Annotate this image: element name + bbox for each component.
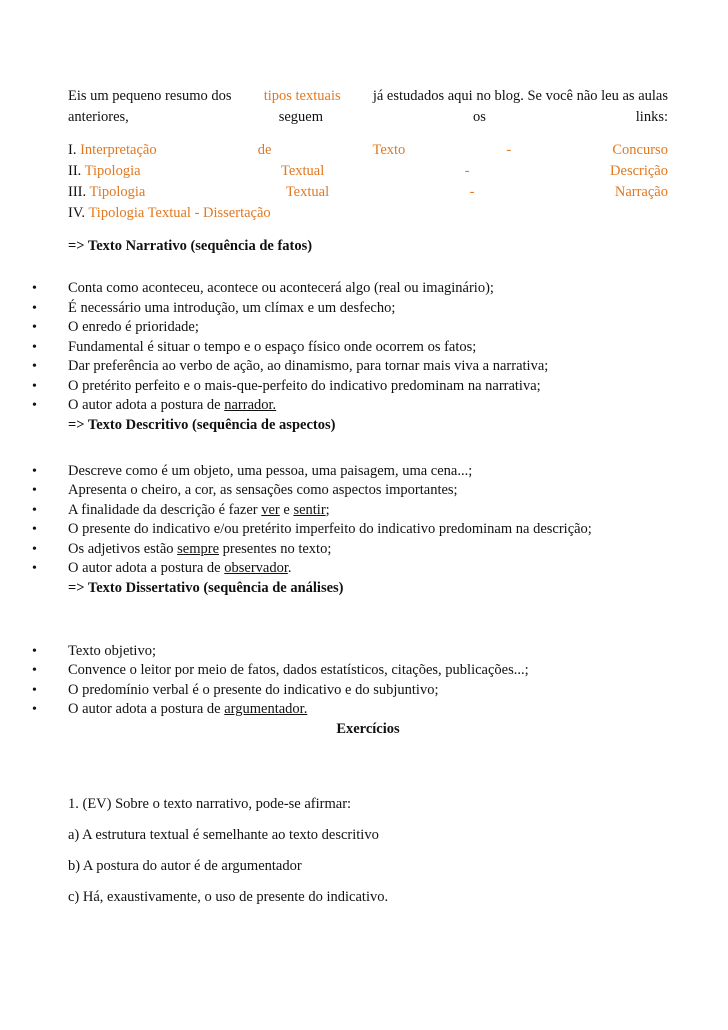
underlined-term: sentir — [293, 501, 326, 518]
link-narracao[interactable]: III. Tipologia Textual - Narração — [68, 184, 668, 200]
underlined-term: sempre — [177, 540, 220, 557]
heading-narrativo: => Texto Narrativo (sequência de fatos) — [68, 238, 313, 254]
intro-word: links: — [635, 109, 668, 125]
list-item: • O predomínio verbal é o presente do indicativo e do subjuntivo; — [68, 681, 668, 701]
list-item: • O autor adota a postura de narrador. — [68, 396, 668, 416]
heading-dissertativo: => Texto Dissertativo (sequência de análises) — [68, 579, 344, 596]
underlined-term: observador — [224, 560, 288, 576]
list-item: • Texto objetivo; — [68, 642, 668, 662]
list-item: • O presente do indicativo e/ou pretérito imperfeito do indicativo predominam na descrição; — [68, 520, 668, 540]
list-item: • Descreve como é um objeto, uma pessoa, uma paisagem, uma cena...; — [68, 462, 668, 482]
intro-word: seguem — [278, 109, 324, 125]
list-item: • Conta como aconteceu, acontece ou acontecerá algo (real ou imaginário); — [68, 279, 668, 299]
intro-word: os — [472, 109, 486, 125]
exercise-question: 1. (EV) Sobre o texto narrativo, pode-se afirmar: — [68, 795, 352, 812]
list-item: • O pretérito perfeito e o mais-que-perfeito do indicativo predominam na narrativa; — [68, 377, 668, 397]
underlined-term: ver — [261, 501, 280, 518]
link-number: I. — [68, 142, 77, 158]
links-list — [68, 140, 668, 224]
document-page — [68, 86, 668, 908]
exercises-title: Exercícios — [336, 720, 400, 737]
link-descricao[interactable]: II. Tipologia Textual - Descrição — [68, 163, 668, 179]
list-item: • A finalidade da descrição é fazer ver e sentir; — [68, 501, 668, 521]
list-item: • É necessário uma introdução, um clímax e um desfecho; — [68, 299, 668, 319]
list-item: • Os adjetivos estão sempre presentes no texto; — [68, 540, 668, 560]
tipos-textuais-link[interactable]: tipos textuais — [263, 88, 341, 104]
list-item: • Fundamental é situar o tempo e o espaço físico onde ocorrem os fatos; — [68, 338, 668, 358]
intro-word: anteriores, — [68, 109, 129, 125]
list-dissertativo — [68, 642, 668, 720]
list-descritivo — [68, 462, 668, 579]
link-interpretacao[interactable]: I. Interpretação de Texto - Concurso — [68, 142, 668, 158]
exercise-option-b: b) A postura do autor é de argumentador — [68, 857, 302, 874]
exercise-option-a: a) A estrutura textual é semelhante ao texto descritivo — [68, 826, 379, 843]
list-item: • Convence o leitor por meio de fatos, dados estatísticos, citações, publicações...; — [68, 661, 668, 681]
list-narrativo — [68, 279, 668, 416]
intro-line-1 — [68, 86, 668, 107]
list-item: • Apresenta o cheiro, a cor, as sensações como aspectos importantes; — [68, 481, 668, 501]
list-item: • O enredo é prioridade; — [68, 318, 668, 338]
underlined-term: argumentador. — [224, 701, 308, 717]
intro-text-post: já estudados aqui no blog. Se você não leu as aulas — [372, 88, 668, 104]
list-item: • O autor adota a postura de observador. — [68, 559, 668, 579]
list-item: • Dar preferência ao verbo de ação, ao dinamismo, para tornar mais viva a narrativa; — [68, 357, 668, 377]
intro-line-2 — [68, 107, 668, 128]
link-dissertacao[interactable]: IV. Tipologia Textual - Dissertação — [68, 205, 271, 221]
link-number: III. — [68, 184, 87, 200]
intro-text-pre: Eis um pequeno resumo dos — [68, 88, 232, 104]
underlined-term: narrador. — [224, 397, 277, 413]
link-number: IV. — [68, 205, 86, 221]
heading-descritivo: => Texto Descritivo (sequência de aspectos) — [68, 416, 336, 433]
link-number: II. — [68, 163, 82, 179]
list-item: • O autor adota a postura de argumentador. — [68, 700, 668, 720]
exercise-option-c: c) Há, exaustivamente, o uso de presente do indicativo. — [68, 888, 389, 905]
